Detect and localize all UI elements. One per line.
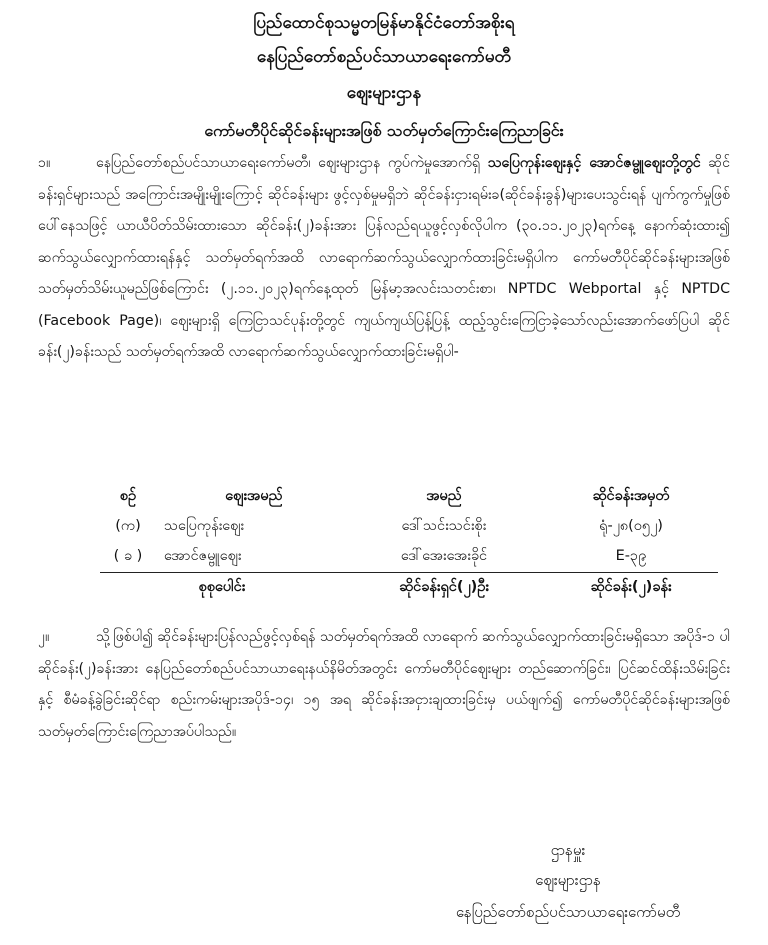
table-header-row: [100, 482, 718, 512]
total-shops: ဆိုင်ခန်း(၂)ခန်း: [544, 573, 718, 604]
table-total-row: [100, 573, 718, 604]
col-header-serial: စဉ်: [119, 487, 137, 504]
total-label: စုစုပေါင်း: [100, 573, 344, 604]
shop-table: [100, 482, 718, 603]
col-header-name: အမည်: [426, 487, 462, 504]
cell-name: ဒေါ်သင်းသင်းစိုး: [401, 517, 487, 534]
paragraph-2-text: သို့ဖြစ်ပါ၍ ဆိုင်ခန်းများပြန်လည်ဖွင့်လှစ်ရန် သတ်မှတ်ရက်အထိ လာရောက် ဆက်သွယ်လျှောက်ထားခြင်းမရှိသော အပိုဒ်-၁ ပါ ဆိုင်ခန်း(၂)ခန်းအား နေပြည်တော်စည်ပင်သာယာရေးနယ်နိမိတ်အတွင်း ကော်မတီပိုင်ဈေးများ တည်ဆောက်ခြင်း၊ ပြင်ဆင်ထိန်းသိမ်းခြင်းနှင့် စီမံခန့်ခွဲခြင်းဆိုင်ရာ စည်းကမ်းများအပိုဒ်-၁၄၊ ၁၅ အရ ဆိုင်ခန်းအငှားချထားခြင်းမှ ပယ်ဖျက်၍ ကော်မတီပိုင်ဆိုင်ခန်းများအဖြစ် သတ်မှတ်ကြောင်းကြေညာအပ်ပါသည်။: [38, 629, 730, 740]
subject-heading: ကော်မတီပိုင်ဆိုင်ခန်းများအဖြစ် သတ်မှတ်ကြောင်းကြေညာခြင်း: [204, 121, 564, 140]
paragraph-1-number: ၁။: [38, 155, 51, 171]
cell-market: အောင်ဇမ္ဗူဈေး: [164, 547, 242, 564]
col-header-market: ဈေးအမည်: [225, 487, 283, 504]
cell-serial: ( ခ ): [113, 547, 143, 564]
paragraph-1-markets-bold: သပြေကုန်းဈေးနှင့် အောင်ဇမ္ဗူဈေးတို့တွင်: [487, 155, 701, 171]
cell-name: ဒေါ်အေးအေးခိုင်: [400, 547, 488, 564]
signature-department: ဈေးများဌာန: [535, 871, 601, 889]
cell-shop-no: ရုံ-၂၈(၀၅၂): [599, 517, 663, 534]
table-row: [100, 512, 718, 542]
department-heading: ဈေးများဌာန: [346, 83, 422, 103]
table-row: [100, 542, 718, 573]
signature-title: ဌာနမှူး: [550, 841, 586, 859]
paragraph-1-text-b: ဆိုင်ခန်းရှင်များသည် အကြောင်းအမျိုးမျိုးကြောင့် ဆိုင်ခန်းများ ဖွင့်လှစ်မှုမရှိဘဲ ဆိုင်ခန်းငှားရမ်းခ(ဆိုင်ခန်းခွန်)များပေးသွင်းရန် ပျက်ကွက်မှုဖြစ်ပေါ်နေသဖြင့် ယာယီပိတ်သိမ်းထားသော ဆိုင်ခန်း(၂)ခန်းအား ပြန်လည်ရယူဖွင့်လှစ်လိုပါက (၃၀.၁၁.၂၀၂၃)ရက်နေ့ နောက်ဆုံးထား၍ ဆက်သွယ်လျှောက်ထားရန်နှင့် သတ်မှတ်ရက်အထိ လာရောက်ဆက်သွယ်လျှောက်ထားခြင်းမရှိပါက ကော်မတီပိုင်ဆိုင်ခန်းများအဖြစ် သတ်မှတ်သိမ်းယူမည်ဖြစ်ကြောင်း (၂.၁၁.၂၀၂၃)ရက်နေ့ထုတ် မြန်မာ့အလင်းသတင်းစာ၊ NPTDC Webportal နှင့် NPTDC (Facebook Page)၊ ဈေးများရှိ ကြေငြာသင်ပုန်းတို့တွင် ကျယ်ကျယ်ပြန့်ပြန့် ထည့်သွင်းကြေငြာခဲ့သော်လည်းအောက်ဖော်ပြပါ ဆိုင်ခန်း(၂)ခန်းသည် သတ်မှတ်ရက်အထိ လာရောက်ဆက်သွယ်လျှောက်ထားခြင်းမရှိပါ-: [38, 155, 730, 360]
cell-shop-no: E-၃၉: [615, 547, 647, 564]
paragraph-1: [38, 148, 730, 369]
committee-heading: နေပြည်တော်စည်ပင်သာယာရေးကော်မတီ: [256, 47, 512, 67]
cell-serial: (က): [115, 517, 141, 534]
paragraph-1-text-a: နေပြည်တော်စည်ပင်သာယာရေးကော်မတီ၊ ဈေးများဌာန ကွပ်ကဲမှုအောက်ရှိ: [96, 155, 488, 171]
signature-committee: နေပြည်တော်စည်ပင်သာယာရေးကော်မတီ: [455, 903, 681, 921]
cell-market: သပြေကုန်းဈေး: [164, 517, 245, 534]
total-owners: ဆိုင်ခန်းရှင်(၂)ဦး: [344, 573, 544, 604]
paragraph-2-number: ၂။: [38, 629, 50, 645]
paragraph-2: [38, 622, 730, 748]
government-heading: ပြည်ထောင်စုသမ္မတမြန်မာနိုင်ငံတော်အစိုးရ: [253, 13, 515, 33]
col-header-shop-no: ဆိုင်ခန်းအမှတ်: [592, 487, 670, 504]
